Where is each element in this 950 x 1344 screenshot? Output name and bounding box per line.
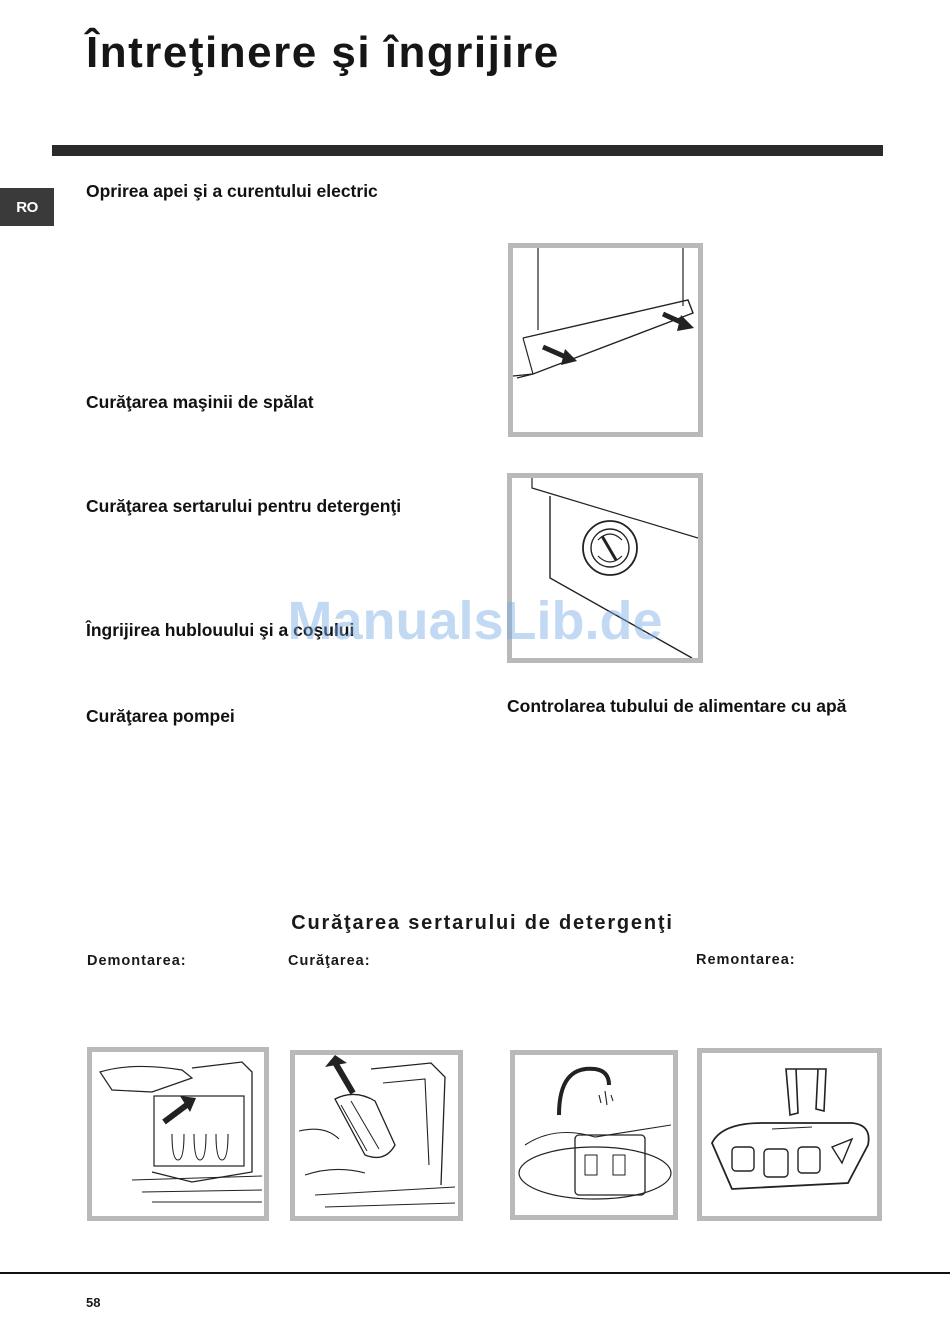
page-title: Întreţinere şi îngrijire [86,28,560,77]
heading-detergent-drawer: Curăţarea sertarului pentru detergenţi [86,496,402,516]
title-divider [52,145,883,156]
footer-divider [0,1272,950,1274]
heading-water-power: Oprirea apei şi a curentului electric [86,181,378,201]
step-label-removal: Demontarea: [87,953,187,969]
drawer-removal-illustration [87,1047,269,1221]
pump-panel-illustration [508,243,703,437]
step-label-refitting: Remontarea: [696,952,796,968]
drawer-cleaning-heading: Curăţarea sertarului de detergenţi [291,912,674,934]
language-tab: RO [0,188,54,226]
heading-porthole-drum: Îngrijirea hublouului şi a coşului [86,620,355,640]
page-number: 58 [86,1295,101,1310]
pump-cover-illustration [507,473,703,663]
heading-pump: Curăţarea pompei [86,706,235,726]
drawer-cleaning-illustration [290,1050,463,1221]
heading-inlet-hose: Controlarea tubului de alimentare cu apă [507,696,847,716]
step-label-cleaning: Curăţarea: [288,953,371,969]
drawer-refit-illustration [697,1048,882,1221]
watermark: ManualsLib.de [287,591,663,651]
heading-cleaning-machine: Curăţarea maşinii de spălat [86,392,314,412]
drawer-rinsing-illustration [510,1050,678,1220]
